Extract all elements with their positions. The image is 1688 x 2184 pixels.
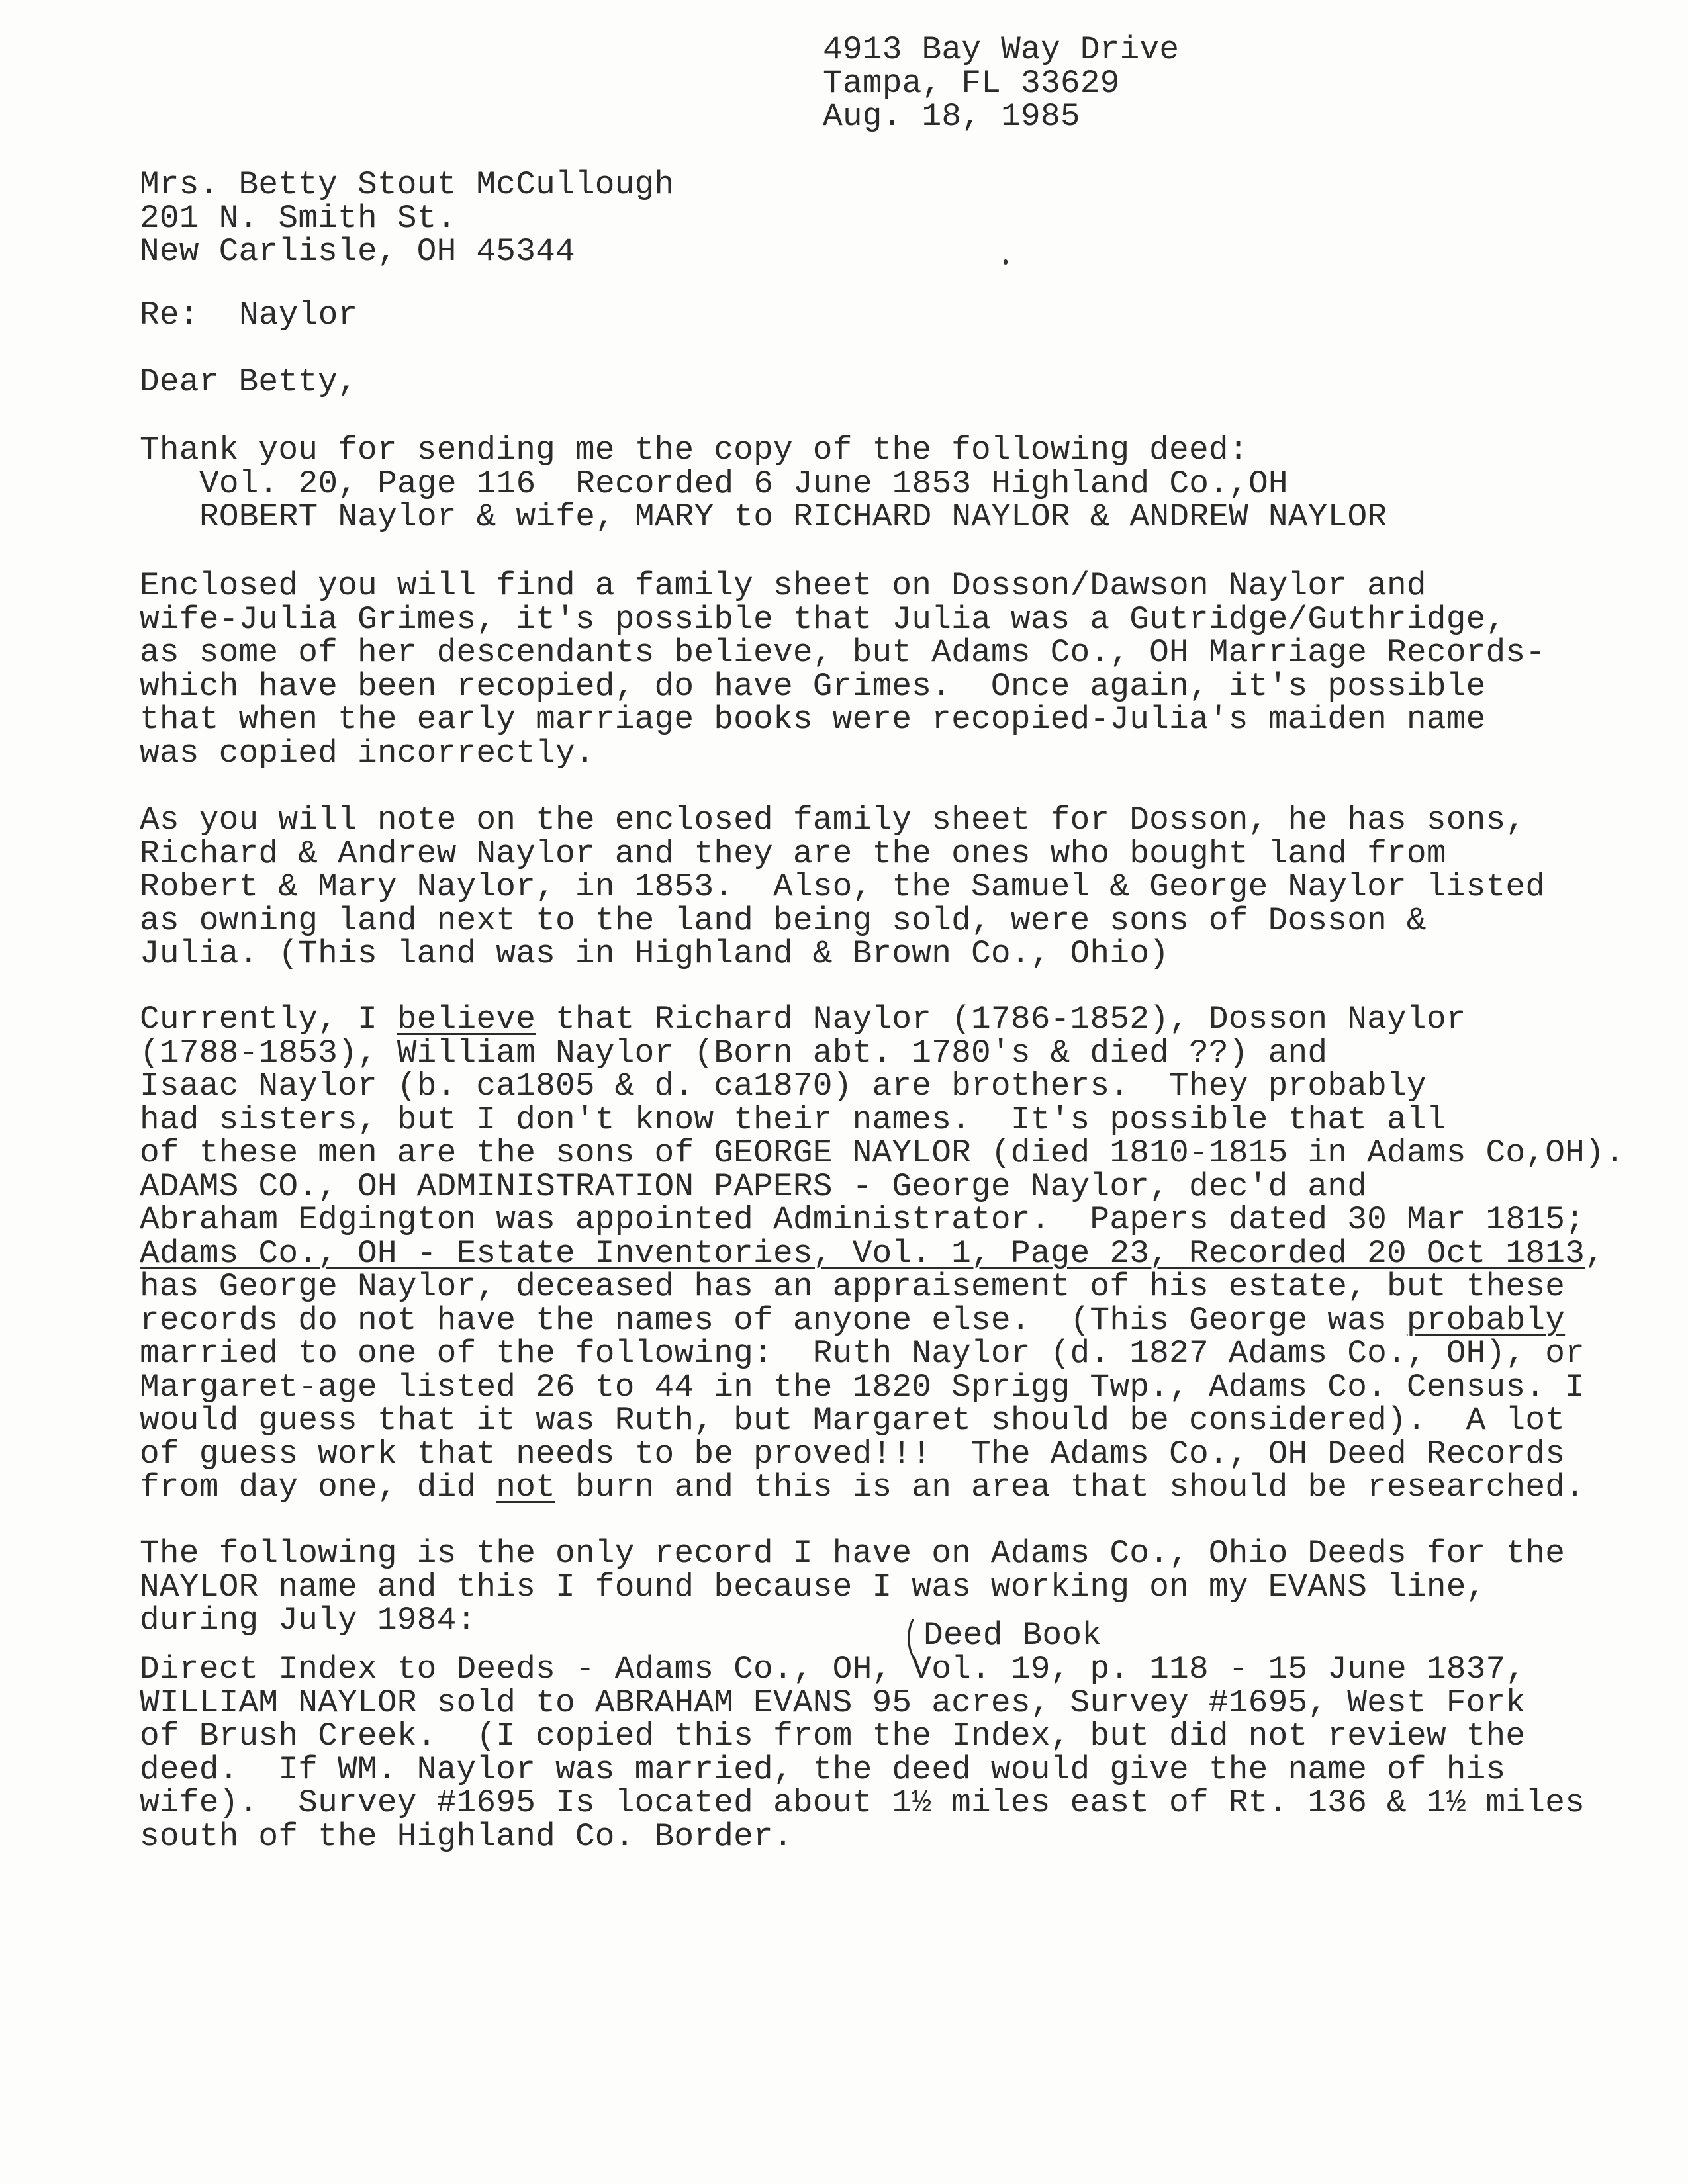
- text-segment: Isaac Naylor (b. ca1805 & d. ca1870) are brothers. They probably: [140, 1068, 1427, 1105]
- text-segment: has George Naylor, deceased has an appraisement of his estate, but these: [140, 1268, 1566, 1305]
- sender-address-line: 4913 Bay Way Drive: [823, 31, 1180, 68]
- text-segment: during July 1984:: [140, 1602, 477, 1639]
- text-segment: as owning land next to the land being sold, were sons of Dosson &: [140, 901, 1427, 939]
- paragraph-currently-line: [140, 1103, 1446, 1136]
- text-segment: was copied incorrectly.: [140, 734, 595, 772]
- paragraph-sons-line: [140, 803, 1525, 837]
- text-segment: Vol. 20, Page 116 Recorded 6 June 1853 Highland Co.,OH: [199, 465, 1288, 502]
- paragraph-thanks-line: [199, 500, 1387, 533]
- paragraph-currently-line: [140, 1036, 1327, 1069]
- paragraph-currently-line: [140, 1471, 1585, 1504]
- text-segment: Direct Index to Deeds - Adams Co., OH, Vol. 19, p. 118 - 15 June 1837,: [140, 1651, 1526, 1688]
- underlined-text: probably: [1406, 1301, 1566, 1339]
- paragraph-enclosed-line: [140, 600, 1506, 638]
- paragraph-following-line: [140, 1604, 476, 1637]
- underlined-text: believe: [397, 1001, 536, 1038]
- text-segment: as some of her descendants believe, but Adams Co., OH Marriage Records-: [140, 634, 1546, 671]
- paragraph-sons-line: [140, 870, 1545, 903]
- salutation: Dear Betty,: [140, 363, 357, 400]
- paragraph-thanks-line: [199, 467, 1288, 500]
- paragraph-currently-line: [140, 1437, 1565, 1471]
- paragraph-sons-line: [140, 937, 1169, 970]
- paragraph-currently-line: [140, 1270, 1565, 1303]
- paragraph-enclosed-line: [140, 569, 1427, 602]
- paragraph-currently-line: [140, 1368, 1585, 1406]
- paragraph-direct-index-line: [140, 1753, 1505, 1786]
- paragraph-currently-line: [140, 1069, 1427, 1103]
- paragraph-enclosed-line: [140, 703, 1486, 736]
- text-segment: married to one of the following: Ruth Naylor (d. 1827 Adams Co., OH), or: [140, 1335, 1585, 1372]
- paragraph-currently-line: [140, 1136, 1624, 1169]
- text-segment: that when the early marriage books were recopied-Julia's maiden name: [140, 701, 1486, 738]
- paragraph-following-line: [140, 1570, 1486, 1604]
- paragraph-direct-index-line: [140, 1653, 1525, 1686]
- text-segment: that Richard Naylor (1786-1852), Dosson Naylor: [536, 1001, 1466, 1038]
- text-segment: ,: [1585, 1234, 1605, 1272]
- paragraph-currently-line: [140, 1234, 1605, 1272]
- text-segment: Margaret-age listed 26 to 44 in the 1820 Sprigg Twp., Adams Co. Census. I: [140, 1368, 1585, 1406]
- paragraph-currently-line: [140, 1301, 1566, 1339]
- re-label: Re:: [140, 296, 199, 334]
- text-segment: (1788-1853), William Naylor (Born abt. 1780's & died ??) and: [140, 1034, 1328, 1071]
- text-segment: south of the Highland Co. Border.: [140, 1817, 793, 1855]
- insertion-note: Deed Book: [923, 1617, 1102, 1654]
- text-segment: As you will note on the enclosed family sheet for Dosson, he has sons,: [140, 801, 1526, 839]
- text-segment: wife-Julia Grimes, it's possible that Julia was a Gutridge/Guthridge,: [140, 600, 1506, 638]
- text-segment: Thank you for sending me the copy of the following deed:: [140, 432, 1248, 469]
- sender-address-line: Tampa, FL 33629: [823, 64, 1120, 102]
- recipient-address-line: New Carlisle, OH 45344: [140, 233, 575, 270]
- text-segment: WILLIAM NAYLOR sold to ABRAHAM EVANS 95 acres, Survey #1695, West Fork: [140, 1684, 1526, 1721]
- underlined-text: not: [496, 1469, 556, 1506]
- text-segment: would guess that it was Ruth, but Margaret should be considered). A lot: [140, 1402, 1566, 1439]
- stray-ink-mark: [1004, 259, 1008, 265]
- paragraph-direct-index-line: [140, 1686, 1525, 1719]
- paragraph-currently-line: [140, 1003, 1466, 1036]
- paragraph-direct-index-line: [140, 1817, 793, 1855]
- text-segment: Abraham Edgington was appointed Administrator. Papers dated 30 Mar 1815;: [140, 1201, 1585, 1238]
- paragraph-direct-index-line: [140, 1786, 1585, 1819]
- text-segment: of guess work that needs to be proved!!! The Adams Co., OH Deed Records: [140, 1435, 1566, 1473]
- paragraph-enclosed-line: [140, 667, 1486, 705]
- paragraph-sons-line: [140, 901, 1427, 939]
- text-segment: of Brush Creek. (I copied this from the Index, but did not review the: [140, 1717, 1526, 1754]
- underlined-text: Adams Co., OH - Estate Inventories, Vol. 1, Page 23, Recorded 20 Oct 1813: [140, 1234, 1585, 1272]
- paragraph-currently-line: [140, 1203, 1585, 1236]
- text-segment: Enclosed you will find a family sheet on Dosson/Dawson Naylor and: [140, 567, 1427, 604]
- text-segment: which have been recopied, do have Grimes. Once again, it's possible: [140, 667, 1486, 705]
- text-segment: Julia. (This land was in Highland & Brown Co., Ohio): [140, 935, 1170, 972]
- text-segment: NAYLOR name and this I found because I was working on my EVANS line,: [140, 1568, 1486, 1606]
- paragraph-following-line: [140, 1537, 1565, 1570]
- recipient-address-line: 201 N. Smith St.: [140, 199, 457, 237]
- text-segment: Robert & Mary Naylor, in 1853. Also, the Samuel & George Naylor listed: [140, 868, 1546, 905]
- paragraph-currently-line: [140, 1337, 1585, 1370]
- text-segment: burn and this is an area that should be researched.: [555, 1469, 1585, 1506]
- text-segment: had sisters, but I don't know their names. It's possible that all: [140, 1101, 1446, 1138]
- text-segment: wife). Survey #1695 Is located about 1½ miles east of Rt. 136 & 1½ miles: [140, 1784, 1585, 1821]
- paragraph-currently-line: [140, 1167, 1368, 1205]
- text-segment: deed. If WM. Naylor was married, the deed would give the name of his: [140, 1751, 1506, 1788]
- insertion-bracket: (: [904, 1616, 918, 1661]
- re-value: Naylor: [239, 296, 358, 334]
- paragraph-sons-line: [140, 837, 1446, 870]
- recipient-address-line: Mrs. Betty Stout McCullough: [140, 166, 675, 203]
- paragraph-thanks-line: [140, 433, 1248, 467]
- text-segment: records do not have the names of anyone else. (This George was: [140, 1301, 1407, 1339]
- text-segment: The following is the only record I have on Adams Co., Ohio Deeds for the: [140, 1535, 1566, 1572]
- text-segment: Richard & Andrew Naylor and they are the ones who bought land from: [140, 835, 1446, 872]
- text-segment: ROBERT Naylor & wife, MARY to RICHARD NAYLOR & ANDREW NAYLOR: [199, 498, 1387, 535]
- paragraph-enclosed-line: [140, 734, 595, 772]
- text-segment: of these men are the sons of GEORGE NAYLOR (died 1810-1815 in Adams Co,OH).: [140, 1134, 1624, 1171]
- text-segment: ADAMS CO., OH ADMINISTRATION PAPERS - George Naylor, dec'd and: [140, 1167, 1368, 1205]
- paragraph-direct-index-line: [140, 1719, 1525, 1752]
- text-segment: from day one, did: [140, 1469, 496, 1506]
- paragraph-enclosed-line: [140, 636, 1545, 669]
- text-segment: Currently, I: [140, 1001, 397, 1038]
- sender-address-line: Aug. 18, 1985: [823, 98, 1080, 135]
- paragraph-currently-line: [140, 1404, 1565, 1437]
